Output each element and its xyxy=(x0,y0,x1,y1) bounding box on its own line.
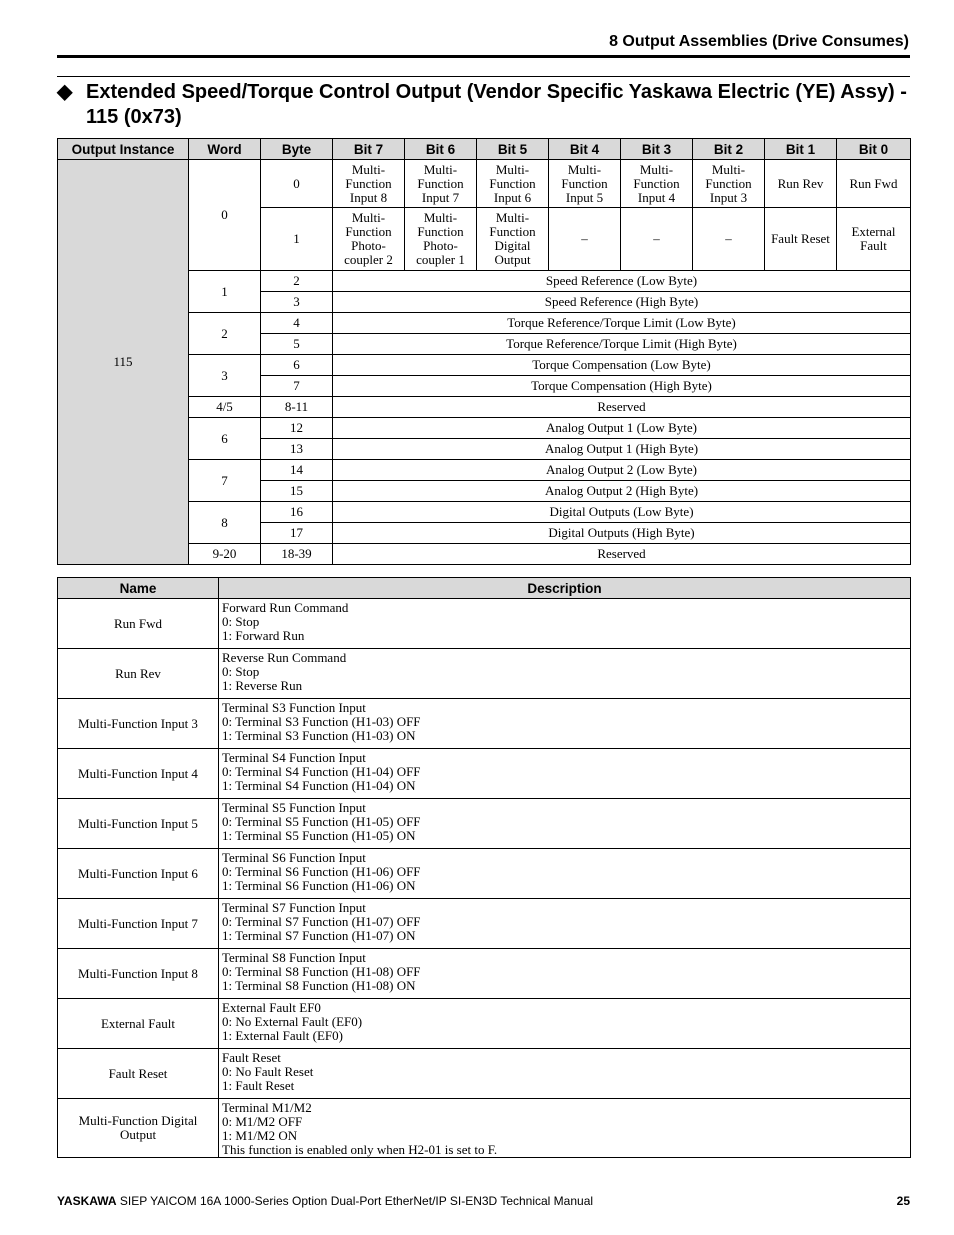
description-line: Terminal S3 Function Input xyxy=(222,700,366,715)
name-cell: Multi-Function Input 3 xyxy=(58,699,219,749)
byte-description-cell: Analog Output 2 (Low Byte) xyxy=(333,460,911,481)
byte-cell: 0 xyxy=(261,160,333,208)
byte-cell: 14 xyxy=(261,460,333,481)
description-line: 0: No Fault Reset xyxy=(222,1064,314,1079)
byte-cell: 16 xyxy=(261,502,333,523)
description-cell xyxy=(219,599,911,649)
section-rule xyxy=(57,76,910,77)
name-cell: Multi-Function Input 4 xyxy=(58,749,219,799)
column-header: Bit 4 xyxy=(549,139,621,160)
table-row xyxy=(58,649,911,699)
byte-cell: 4 xyxy=(261,313,333,334)
name-cell: Multi-Function Input 5 xyxy=(58,799,219,849)
column-header: Bit 7 xyxy=(333,139,405,160)
description-cell xyxy=(219,1099,911,1158)
byte-description-cell: Torque Compensation (High Byte) xyxy=(333,376,911,397)
output-instance-cell: 115 xyxy=(58,160,189,565)
bit-cell: External Fault xyxy=(837,208,911,271)
assembly-table xyxy=(57,138,911,565)
byte-description-cell: Speed Reference (Low Byte) xyxy=(333,271,911,292)
page-footer xyxy=(57,1194,910,1208)
byte-cell: 17 xyxy=(261,523,333,544)
description-line: 1: Terminal S4 Function (H1-04) ON xyxy=(222,778,416,793)
description-cell xyxy=(219,899,911,949)
description-line: 0: Terminal S4 Function (H1-04) OFF xyxy=(222,764,421,779)
word-cell: 3 xyxy=(189,355,261,397)
column-header: Name xyxy=(58,578,219,599)
bit-cell: Multi-Function Input 4 xyxy=(621,160,693,208)
description-line: Fault Reset xyxy=(222,1050,281,1065)
bit-cell: Run Fwd xyxy=(837,160,911,208)
description-line: Forward Run Command xyxy=(222,600,349,615)
description-cell xyxy=(219,1049,911,1099)
word-cell: 0 xyxy=(189,160,261,271)
bit-cell: Multi-Function Photo-coupler 2 xyxy=(333,208,405,271)
name-cell: Multi-Function Input 8 xyxy=(58,949,219,999)
description-line: Terminal S8 Function Input xyxy=(222,950,366,965)
byte-description-cell: Digital Outputs (High Byte) xyxy=(333,523,911,544)
table-row xyxy=(58,599,911,649)
description-cell xyxy=(219,949,911,999)
description-line: 1: Reverse Run xyxy=(222,678,303,693)
table-row xyxy=(58,1099,911,1158)
description-cell xyxy=(219,699,911,749)
description-cell xyxy=(219,999,911,1049)
byte-cell: 5 xyxy=(261,334,333,355)
name-cell: External Fault xyxy=(58,999,219,1049)
word-cell: 2 xyxy=(189,313,261,355)
bit-cell: – xyxy=(549,208,621,271)
description-line: 0: Terminal S8 Function (H1-08) OFF xyxy=(222,964,421,979)
byte-cell: 1 xyxy=(261,208,333,271)
table-row xyxy=(58,160,911,208)
bit-cell: Multi-Function Input 8 xyxy=(333,160,405,208)
word-cell: 8 xyxy=(189,502,261,544)
bit-cell: Multi-Function Input 6 xyxy=(477,160,549,208)
column-header: Bit 5 xyxy=(477,139,549,160)
byte-description-cell: Torque Reference/Torque Limit (High Byte) xyxy=(333,334,911,355)
column-header: Bit 6 xyxy=(405,139,477,160)
description-line: Terminal S6 Function Input xyxy=(222,850,366,865)
description-line: 1: M1/M2 ON xyxy=(222,1128,298,1143)
footer-manual-title: SIEP YAICOM 16A 1000-Series Option Dual-Port EtherNet/IP SI-EN3D Technical Manual xyxy=(116,1194,594,1208)
column-header: Bit 2 xyxy=(693,139,765,160)
name-cell: Fault Reset xyxy=(58,1049,219,1099)
name-cell: Multi-Function Input 6 xyxy=(58,849,219,899)
description-cell xyxy=(219,799,911,849)
table-row xyxy=(58,949,911,999)
description-line: Terminal S4 Function Input xyxy=(222,750,366,765)
word-cell: 9-20 xyxy=(189,544,261,565)
description-line: Terminal S7 Function Input xyxy=(222,900,366,915)
column-header: Bit 1 xyxy=(765,139,837,160)
description-line: Reverse Run Command xyxy=(222,650,347,665)
diamond-bullet-icon: ◆ xyxy=(57,81,73,103)
description-line: Terminal M1/M2 xyxy=(222,1100,312,1115)
description-table xyxy=(57,577,911,1158)
description-line: 1: External Fault (EF0) xyxy=(222,1028,343,1043)
assembly-header-row xyxy=(58,139,911,160)
bit-cell: – xyxy=(693,208,765,271)
description-line: This function is enabled only when H2-01 is set to F. xyxy=(222,1142,498,1157)
column-header: Description xyxy=(219,578,911,599)
name-cell: Run Fwd xyxy=(58,599,219,649)
name-cell: Multi-Function Digital Output xyxy=(58,1099,219,1158)
name-cell: Run Rev xyxy=(58,649,219,699)
byte-description-cell: Torque Reference/Torque Limit (Low Byte) xyxy=(333,313,911,334)
bit-cell: Multi-Function Input 3 xyxy=(693,160,765,208)
byte-cell: 12 xyxy=(261,418,333,439)
table-row xyxy=(58,999,911,1049)
bit-cell: – xyxy=(621,208,693,271)
byte-description-cell: Analog Output 1 (High Byte) xyxy=(333,439,911,460)
column-header: Byte xyxy=(261,139,333,160)
description-line: Terminal S5 Function Input xyxy=(222,800,366,815)
description-line: 1: Terminal S5 Function (H1-05) ON xyxy=(222,828,416,843)
description-line: External Fault EF0 xyxy=(222,1000,321,1015)
description-line: 1: Forward Run xyxy=(222,628,305,643)
description-cell xyxy=(219,649,911,699)
description-line: 0: Terminal S6 Function (H1-06) OFF xyxy=(222,864,421,879)
description-line: 0: Terminal S3 Function (H1-03) OFF xyxy=(222,714,421,729)
word-cell: 4/5 xyxy=(189,397,261,418)
description-line: 0: M1/M2 OFF xyxy=(222,1114,303,1129)
description-header-row xyxy=(58,578,911,599)
description-line: 0: No External Fault (EF0) xyxy=(222,1014,363,1029)
running-header: 8 Output Assemblies (Drive Consumes) xyxy=(609,33,909,50)
column-header: Word xyxy=(189,139,261,160)
description-line: 1: Terminal S6 Function (H1-06) ON xyxy=(222,878,416,893)
table-row xyxy=(58,749,911,799)
byte-cell: 6 xyxy=(261,355,333,376)
page-number: 25 xyxy=(896,1194,910,1208)
table-row xyxy=(58,799,911,849)
byte-cell: 15 xyxy=(261,481,333,502)
byte-cell: 8-11 xyxy=(261,397,333,418)
name-cell: Multi-Function Input 7 xyxy=(58,899,219,949)
bit-cell: Multi-Function Digital Output xyxy=(477,208,549,271)
description-cell xyxy=(219,849,911,899)
column-header: Bit 3 xyxy=(621,139,693,160)
description-line: 1: Fault Reset xyxy=(222,1078,295,1093)
word-cell: 6 xyxy=(189,418,261,460)
byte-cell: 7 xyxy=(261,376,333,397)
word-cell: 7 xyxy=(189,460,261,502)
byte-description-cell: Torque Compensation (Low Byte) xyxy=(333,355,911,376)
table-row xyxy=(58,1049,911,1099)
description-line: 0: Terminal S5 Function (H1-05) OFF xyxy=(222,814,421,829)
description-line: 0: Stop xyxy=(222,614,260,629)
header-rule xyxy=(57,55,910,58)
byte-description-cell: Reserved xyxy=(333,397,911,418)
description-line: 0: Stop xyxy=(222,664,260,679)
bit-cell: Multi-Function Input 7 xyxy=(405,160,477,208)
byte-description-cell: Speed Reference (High Byte) xyxy=(333,292,911,313)
table-row xyxy=(58,699,911,749)
section-heading xyxy=(57,80,917,130)
byte-cell: 3 xyxy=(261,292,333,313)
description-line: 1: Terminal S8 Function (H1-08) ON xyxy=(222,978,416,993)
section-heading-text: Extended Speed/Torque Control Output (Vendor Specific Yaskawa Electric (YE) Assy) - 115 (0x73) xyxy=(86,81,907,128)
bit-cell: Fault Reset xyxy=(765,208,837,271)
byte-cell: 2 xyxy=(261,271,333,292)
column-header: Output Instance xyxy=(58,139,189,160)
description-line: 0: Terminal S7 Function (H1-07) OFF xyxy=(222,914,421,929)
table-row xyxy=(58,899,911,949)
byte-cell: 13 xyxy=(261,439,333,460)
byte-cell: 18-39 xyxy=(261,544,333,565)
description-cell xyxy=(219,749,911,799)
description-line: 1: Terminal S7 Function (H1-07) ON xyxy=(222,928,416,943)
description-line: 1: Terminal S3 Function (H1-03) ON xyxy=(222,728,416,743)
bit-cell: Multi-Function Photo-coupler 1 xyxy=(405,208,477,271)
byte-description-cell: Digital Outputs (Low Byte) xyxy=(333,502,911,523)
byte-description-cell: Analog Output 2 (High Byte) xyxy=(333,481,911,502)
byte-description-cell: Reserved xyxy=(333,544,911,565)
table-row xyxy=(58,849,911,899)
bit-cell: Run Rev xyxy=(765,160,837,208)
bit-cell: Multi-Function Input 5 xyxy=(549,160,621,208)
column-header: Bit 0 xyxy=(837,139,911,160)
word-cell: 1 xyxy=(189,271,261,313)
byte-description-cell: Analog Output 1 (Low Byte) xyxy=(333,418,911,439)
footer-brand: YASKAWA xyxy=(57,1194,117,1208)
